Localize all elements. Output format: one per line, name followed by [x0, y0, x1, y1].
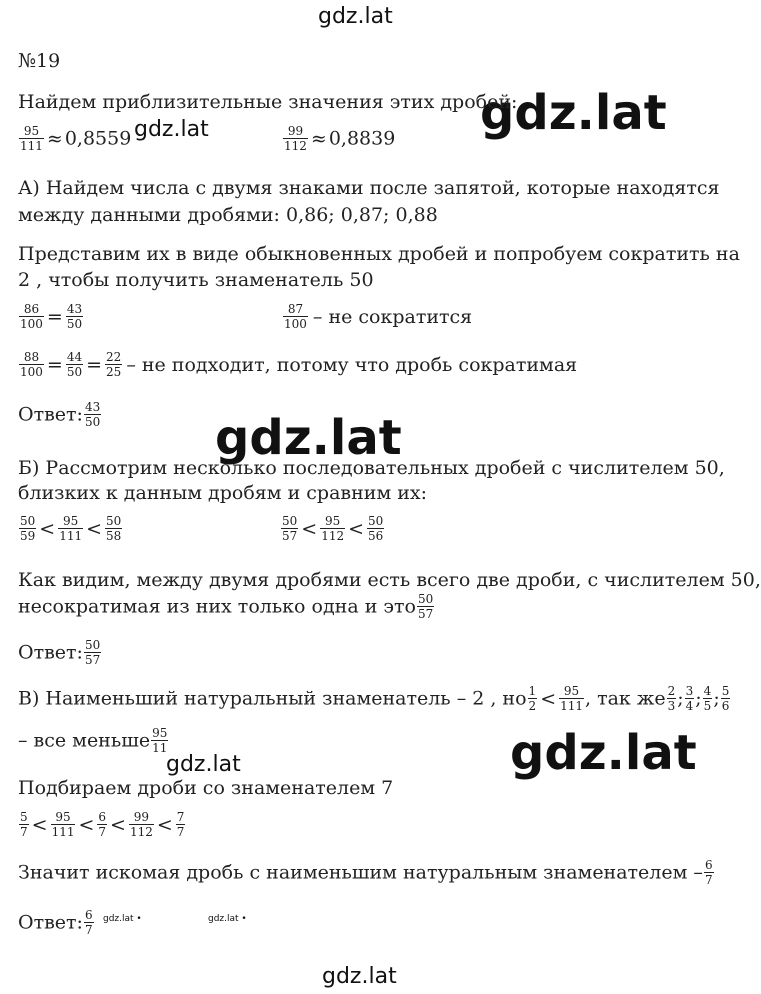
denominator: 7 [98, 825, 107, 839]
fraction [129, 810, 154, 839]
fraction [19, 810, 29, 839]
denominator: 58 [106, 529, 122, 543]
watermark-top: gdz.lat [318, 4, 393, 29]
fraction [367, 514, 384, 543]
numerator: 50 [106, 514, 122, 528]
numerator: 7 [176, 810, 185, 824]
denominator: 111 [560, 699, 584, 713]
math-operator: < [348, 517, 365, 540]
fraction [19, 350, 44, 379]
watermark-mid-2: gdz.lat [166, 752, 241, 777]
inline-text: ; [677, 687, 684, 710]
numerator: 87 [287, 302, 304, 316]
fraction [58, 514, 83, 543]
part-c-line-1 [18, 684, 731, 713]
numerator: 43 [66, 302, 83, 316]
numerator: 3 [685, 684, 694, 698]
numerator: 6 [84, 908, 93, 922]
fraction [84, 908, 94, 937]
denominator: 7 [704, 873, 713, 887]
math-operator: < [78, 813, 95, 836]
denominator: 6 [721, 699, 730, 713]
denominator: 50 [66, 365, 83, 379]
denominator: 57 [84, 653, 101, 667]
numerator: 95 [563, 684, 580, 698]
denominator: 112 [284, 139, 307, 153]
approx-b [282, 124, 395, 153]
math-operator: < [156, 813, 173, 836]
part-c-pick: Подбираем дроби со знаменателем 7 [18, 777, 394, 799]
fraction [417, 592, 434, 621]
math-operator: < [86, 517, 103, 540]
numerator: 50 [282, 514, 298, 528]
watermark-small-2: gdz.lat • [208, 914, 247, 924]
inline-text: 0,8839 [328, 127, 396, 150]
fraction [19, 124, 44, 153]
denominator: 111 [59, 529, 83, 543]
fraction [559, 684, 584, 713]
fraction [51, 810, 76, 839]
equation-86 [18, 302, 84, 331]
math-operator: ≈ [310, 127, 327, 150]
denominator: 11 [152, 741, 168, 755]
fraction [66, 350, 83, 379]
inline-text: , так же [585, 687, 666, 710]
denominator: 111 [51, 825, 75, 839]
numerator: 5 [20, 810, 28, 824]
denominator: 57 [282, 529, 298, 543]
denominator: 25 [106, 365, 122, 379]
fraction [19, 514, 36, 543]
numerator: 2 [667, 684, 676, 698]
fraction [320, 514, 345, 543]
denominator: 112 [129, 825, 153, 839]
numerator: 50 [84, 638, 101, 652]
numerator: 95 [63, 514, 79, 528]
denominator: 7 [84, 923, 93, 937]
denominator: 50 [84, 415, 101, 429]
fraction [105, 514, 122, 543]
denominator: 100 [20, 317, 43, 331]
fraction [151, 726, 168, 755]
numerator: 43 [84, 400, 101, 414]
watermark-bottom: gdz.lat [322, 964, 397, 989]
math-operator: = [86, 353, 103, 376]
denominator: 50 [66, 317, 83, 331]
comparison-1 [18, 514, 123, 543]
numerator: 86 [23, 302, 40, 316]
fraction [283, 302, 308, 331]
part-b-answer [18, 638, 102, 667]
inline-text: ; [713, 687, 720, 710]
inline-text: несократимая из них только одна и это [18, 595, 416, 618]
inline-text: 0,8559 [64, 127, 132, 150]
numerator: 88 [23, 350, 40, 364]
fraction [703, 684, 713, 713]
inline-text: – все меньше [18, 729, 151, 752]
fraction [97, 810, 107, 839]
numerator: 50 [418, 592, 434, 606]
inline-text: Значит искомая дробь с наименьшим натуральным знаменателем – [18, 861, 703, 884]
watermark-big-2: gdz.lat [215, 410, 402, 466]
denominator: 56 [368, 529, 384, 543]
math-operator: < [110, 813, 126, 836]
fraction [66, 302, 83, 331]
fraction [685, 684, 695, 713]
approx-a [18, 124, 131, 153]
intro-text: Найдем приблизительные значения этих дробей: [18, 91, 518, 113]
denominator: 7 [20, 825, 28, 839]
inline-text: Ответ: [18, 403, 83, 426]
part-a-line-2: между данными дробями: 0,86; 0,87; 0,88 [18, 204, 438, 226]
numerator: 4 [703, 684, 712, 698]
numerator: 95 [23, 124, 40, 138]
equation-87 [282, 302, 472, 331]
numerator: 99 [287, 124, 304, 138]
denominator: 100 [284, 317, 307, 331]
denominator: 3 [667, 699, 676, 713]
comparison-2 [280, 514, 385, 543]
denominator: 112 [321, 529, 345, 543]
numerator: 6 [704, 858, 713, 872]
part-c-answer [18, 908, 95, 937]
part-a-rep-1: Представим их в виде обыкновенных дробей и попробуем сократить на [18, 243, 740, 265]
part-c-conclusion [18, 858, 715, 887]
denominator: 2 [528, 699, 537, 713]
fraction [667, 684, 677, 713]
math-operator: < [31, 813, 48, 836]
denominator: 59 [20, 529, 36, 543]
fraction [19, 302, 44, 331]
fraction [84, 400, 101, 429]
fraction [721, 684, 731, 713]
part-c-chain [18, 810, 186, 839]
denominator: 100 [20, 365, 43, 379]
fraction [281, 514, 298, 543]
task-number: №19 [18, 50, 61, 72]
denominator: 57 [418, 607, 434, 621]
part-b-line-1: Б) Рассмотрим несколько последовательных дробей с числителем 50, [18, 457, 725, 479]
math-operator: < [301, 517, 318, 540]
inline-text: В) Наименьший натуральный знаменатель – 2 , но [18, 687, 527, 710]
fraction [283, 124, 308, 153]
part-b-text-2 [18, 592, 435, 621]
part-a-line-1: А) Найдем числа с двумя знаками после запятой, которые находятся [18, 177, 720, 199]
watermark-big-3: gdz.lat [510, 725, 697, 781]
math-operator: = [46, 353, 63, 376]
equation-88 [18, 350, 577, 379]
numerator: 95 [55, 810, 71, 824]
fraction [84, 638, 101, 667]
watermark-mid-1: gdz.lat [134, 117, 209, 142]
part-b-text-1: Как видим, между двумя дробями есть всего две дроби, с числителем 50, [18, 569, 761, 591]
numerator: 95 [152, 726, 168, 740]
numerator: 5 [721, 684, 730, 698]
math-operator: = [46, 305, 63, 328]
part-b-line-2: близких к данным дробям и сравним их: [18, 482, 428, 504]
fraction [176, 810, 186, 839]
denominator: 7 [176, 825, 185, 839]
denominator: 111 [20, 139, 43, 153]
numerator: 50 [368, 514, 384, 528]
math-operator: ≈ [46, 127, 63, 150]
part-c-line-2 [18, 726, 169, 755]
inline-text: ; [695, 687, 702, 710]
part-a-answer [18, 400, 102, 429]
fraction [105, 350, 122, 379]
denominator: 4 [685, 699, 694, 713]
watermark-big-1: gdz.lat [480, 85, 667, 141]
math-operator: < [39, 517, 56, 540]
denominator: 5 [703, 699, 712, 713]
inline-text: Ответ: [18, 911, 83, 934]
numerator: 6 [98, 810, 107, 824]
numerator: 95 [325, 514, 341, 528]
inline-text: – не сократится [312, 305, 473, 328]
inline-text: Ответ: [18, 641, 83, 664]
fraction [528, 684, 538, 713]
watermark-small-1: gdz.lat • [103, 914, 142, 924]
numerator: 50 [20, 514, 36, 528]
part-a-rep-2: 2 , чтобы получить знаменатель 50 [18, 269, 374, 291]
inline-text: – не подходит, потому что дробь сократимая [126, 353, 578, 376]
numerator: 22 [106, 350, 122, 364]
math-operator: < [540, 687, 557, 710]
numerator: 99 [133, 810, 150, 824]
fraction [704, 858, 714, 887]
numerator: 44 [66, 350, 83, 364]
numerator: 1 [528, 684, 537, 698]
